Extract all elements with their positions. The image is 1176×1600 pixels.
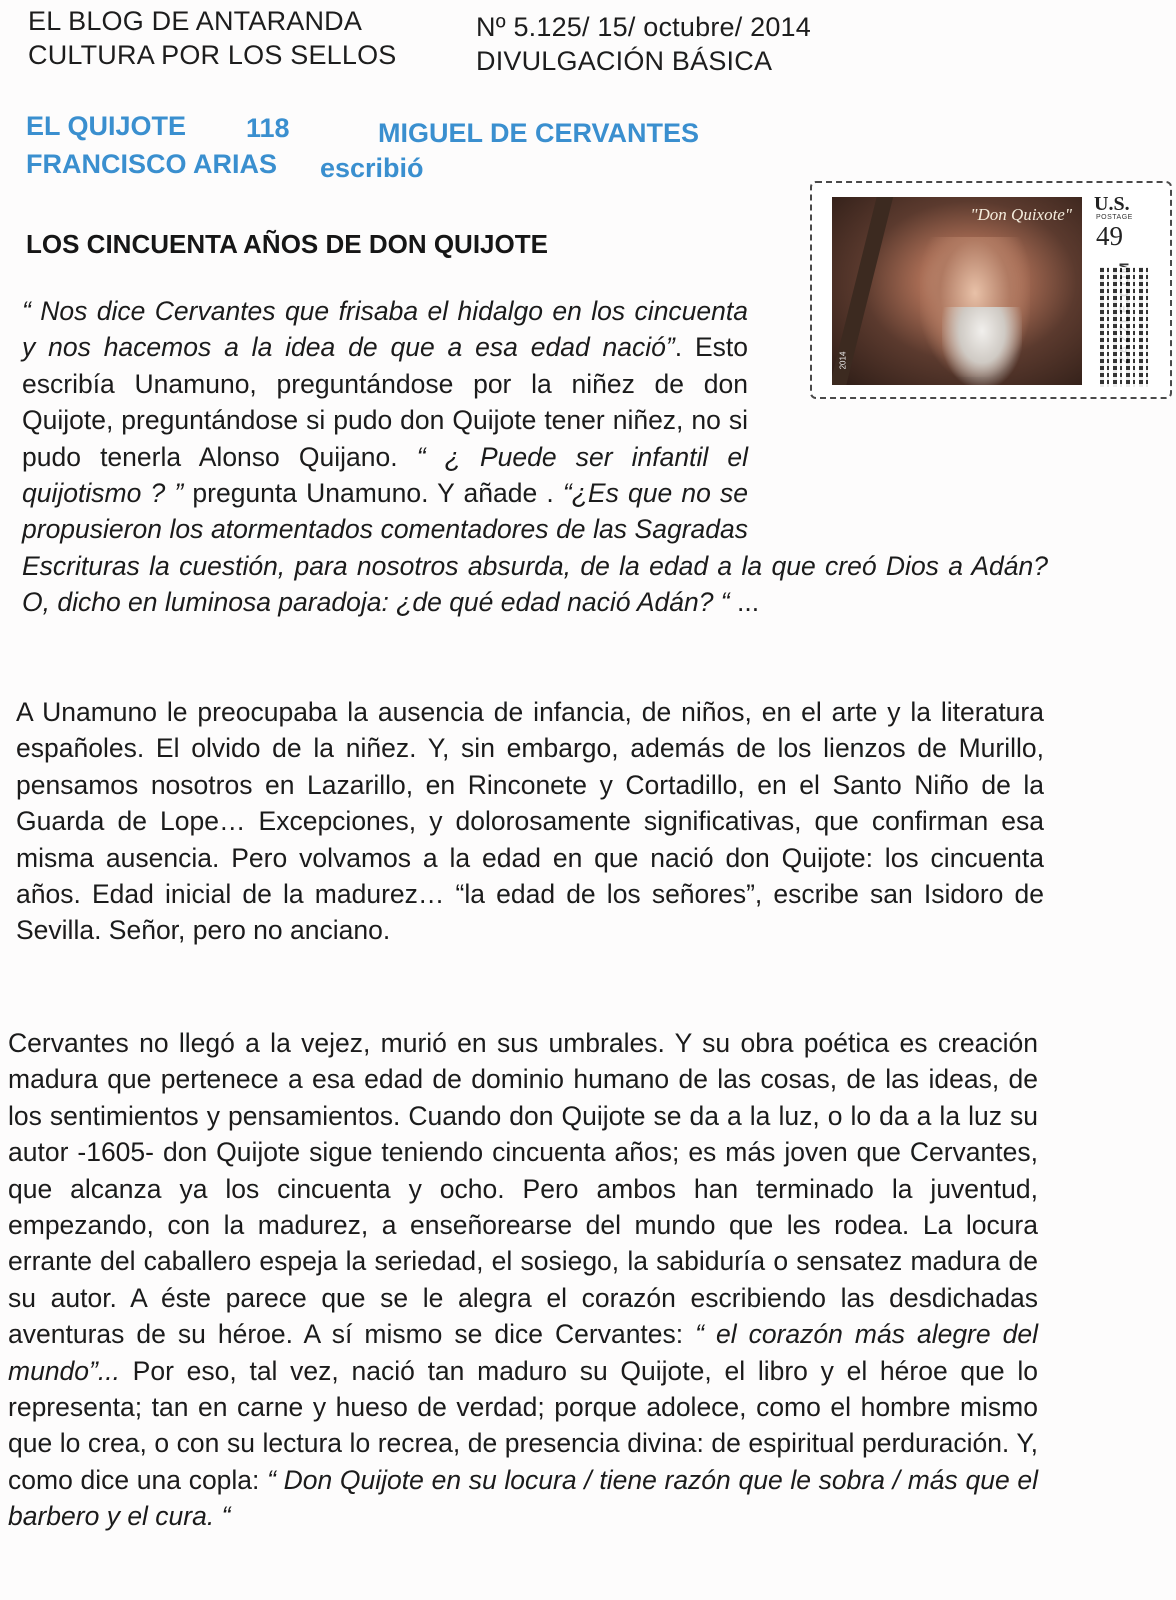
wrote-label: escribió	[320, 153, 424, 183]
article-title: LOS CINCUENTA AÑOS DE DON QUIJOTE	[26, 229, 548, 259]
paragraph-2: A Unamuno le preocupaba la ausencia de infancia, de niños, en el arte y la literatura españoles. El olvido de la niñez. Y, sin embargo, además de los lienzos de Murillo, pensamos nosotros en Lazarillo, en Rinconete y Cortadillo, en el Santo Niño de la Guarda de Lope… Excepciones, y dolorosamente significativas, que confirman esa misma ausencia. Pero volvamos a la edad en que nació don Quijote: los cincuenta años. Edad inicial de la madurez… “la edad de los señores”, escribe san Isidoro de Sevilla. Señor, pero no anciano.	[16, 697, 1044, 946]
subject-author: MIGUEL DE CERVANTES	[378, 118, 700, 148]
blog-header	[28, 4, 397, 72]
qr-code-icon	[1100, 267, 1152, 387]
series-number: 118	[246, 113, 290, 143]
paragraph-3: Cervantes no llegó a la vejez, murió en sus umbrales. Y su obra poética es creación madura que pertenece a esa edad de dominio humano de las cosas, de las ideas, de los sentimientos y pensamientos. Cuando don Quijote se da a la luz, o lo da a la luz su autor -1605- don Quijote sigue teniendo cincuenta años; es más joven que Cervantes, que alcanza ya los cincuenta y ocho. Pero ambos han terminado la juventud, empezando, con la madurez, a enseñorearse del mundo que les rodea. La locura errante del caballero espeja la seriedad, el sosiego, la sabiduría o sensatez madura de su autor. A éste parece que se le alegra el corazón escribiendo las desdichadas aventuras de su héroe. A sí mismo se dice Cervantes: “ el corazón más alegre del mundo”... Por eso, tal vez, nació tan maduro su Quijote, el libro y el héroe que lo representa; tan en carne y hueso de verdad; porque adolece, como el hombre mismo que lo crea, o con su lectura lo recrea, de presencia divina: de espiritual perduración. Y, como dice una copla: “ Don Quijote en su locura / tiene razón que le sobra / más que el barbero y el cura. “	[8, 1028, 1038, 1532]
issue-header	[476, 10, 811, 78]
quote-cervantes: “ el corazón más alegre del mundo”...	[8, 1319, 1038, 1386]
series-label: EL QUIJOTE	[26, 111, 187, 141]
quote-copla: “ Don Quijote en su locura / tiene razón que le sobra / más que el barbero y el cura. “	[8, 1464, 1038, 1532]
blog-name: EL BLOG DE ANTARANDA	[28, 6, 363, 36]
stamp-value: 49	[1096, 221, 1123, 251]
issue-number-date: Nº 5.125/ 15/ octubre/ 2014	[476, 12, 811, 42]
stamp-postage-label: POSTAGE	[1096, 214, 1133, 221]
writer-name: FRANCISCO ARIAS	[26, 149, 278, 179]
quote-unamuno-2: “ ¿ Puede ser infantil el quijotismo ? ”	[22, 441, 748, 509]
stamp-caption: "Don Quixote"	[970, 205, 1072, 224]
stamp-country: U.S.	[1094, 193, 1130, 215]
stamp-year: 2014	[838, 351, 848, 370]
quote-unamuno-1: “ Nos dice Cervantes que frisaba el hidalgo en los cincuenta y nos hacemos a la idea de que a esa edad nació”	[22, 296, 748, 363]
blog-tagline: CULTURA POR LOS SELLOS	[28, 40, 397, 70]
quote-unamuno-3: “¿Es que no se propusieron los atormentados comentadores de las Sagradas Escrituras la cuestión, para nosotros absurda, de la edad a la que creó Dios a Adán? O, dicho en luminosa paradoja: ¿de qué edad nació Adán? “	[22, 478, 1048, 618]
issue-category: DIVULGACIÓN BÁSICA	[476, 46, 773, 76]
paragraph-1: “ Nos dice Cervantes que frisaba el hidalgo en los cincuenta y nos hacemos a la idea de que a esa edad nació”. Esto escribía Unamuno, preguntándose por la niñez de don Quijote, preguntándose si pudo don Quijote tener niñez, no si pudo tenerla Alonso Quijano. “ ¿ Puede ser infantil el quijotismo ? ” pregunta Unamuno. Y añade . “¿Es que no se propusieron los atormentados comentadores de las Sagradas Escrituras la cuestión, para nosotros absurda, de la edad a la que creó Dios a Adán? O, dicho en luminosa paradoja: ¿de qué edad nació Adán? “ ...	[22, 296, 1048, 618]
